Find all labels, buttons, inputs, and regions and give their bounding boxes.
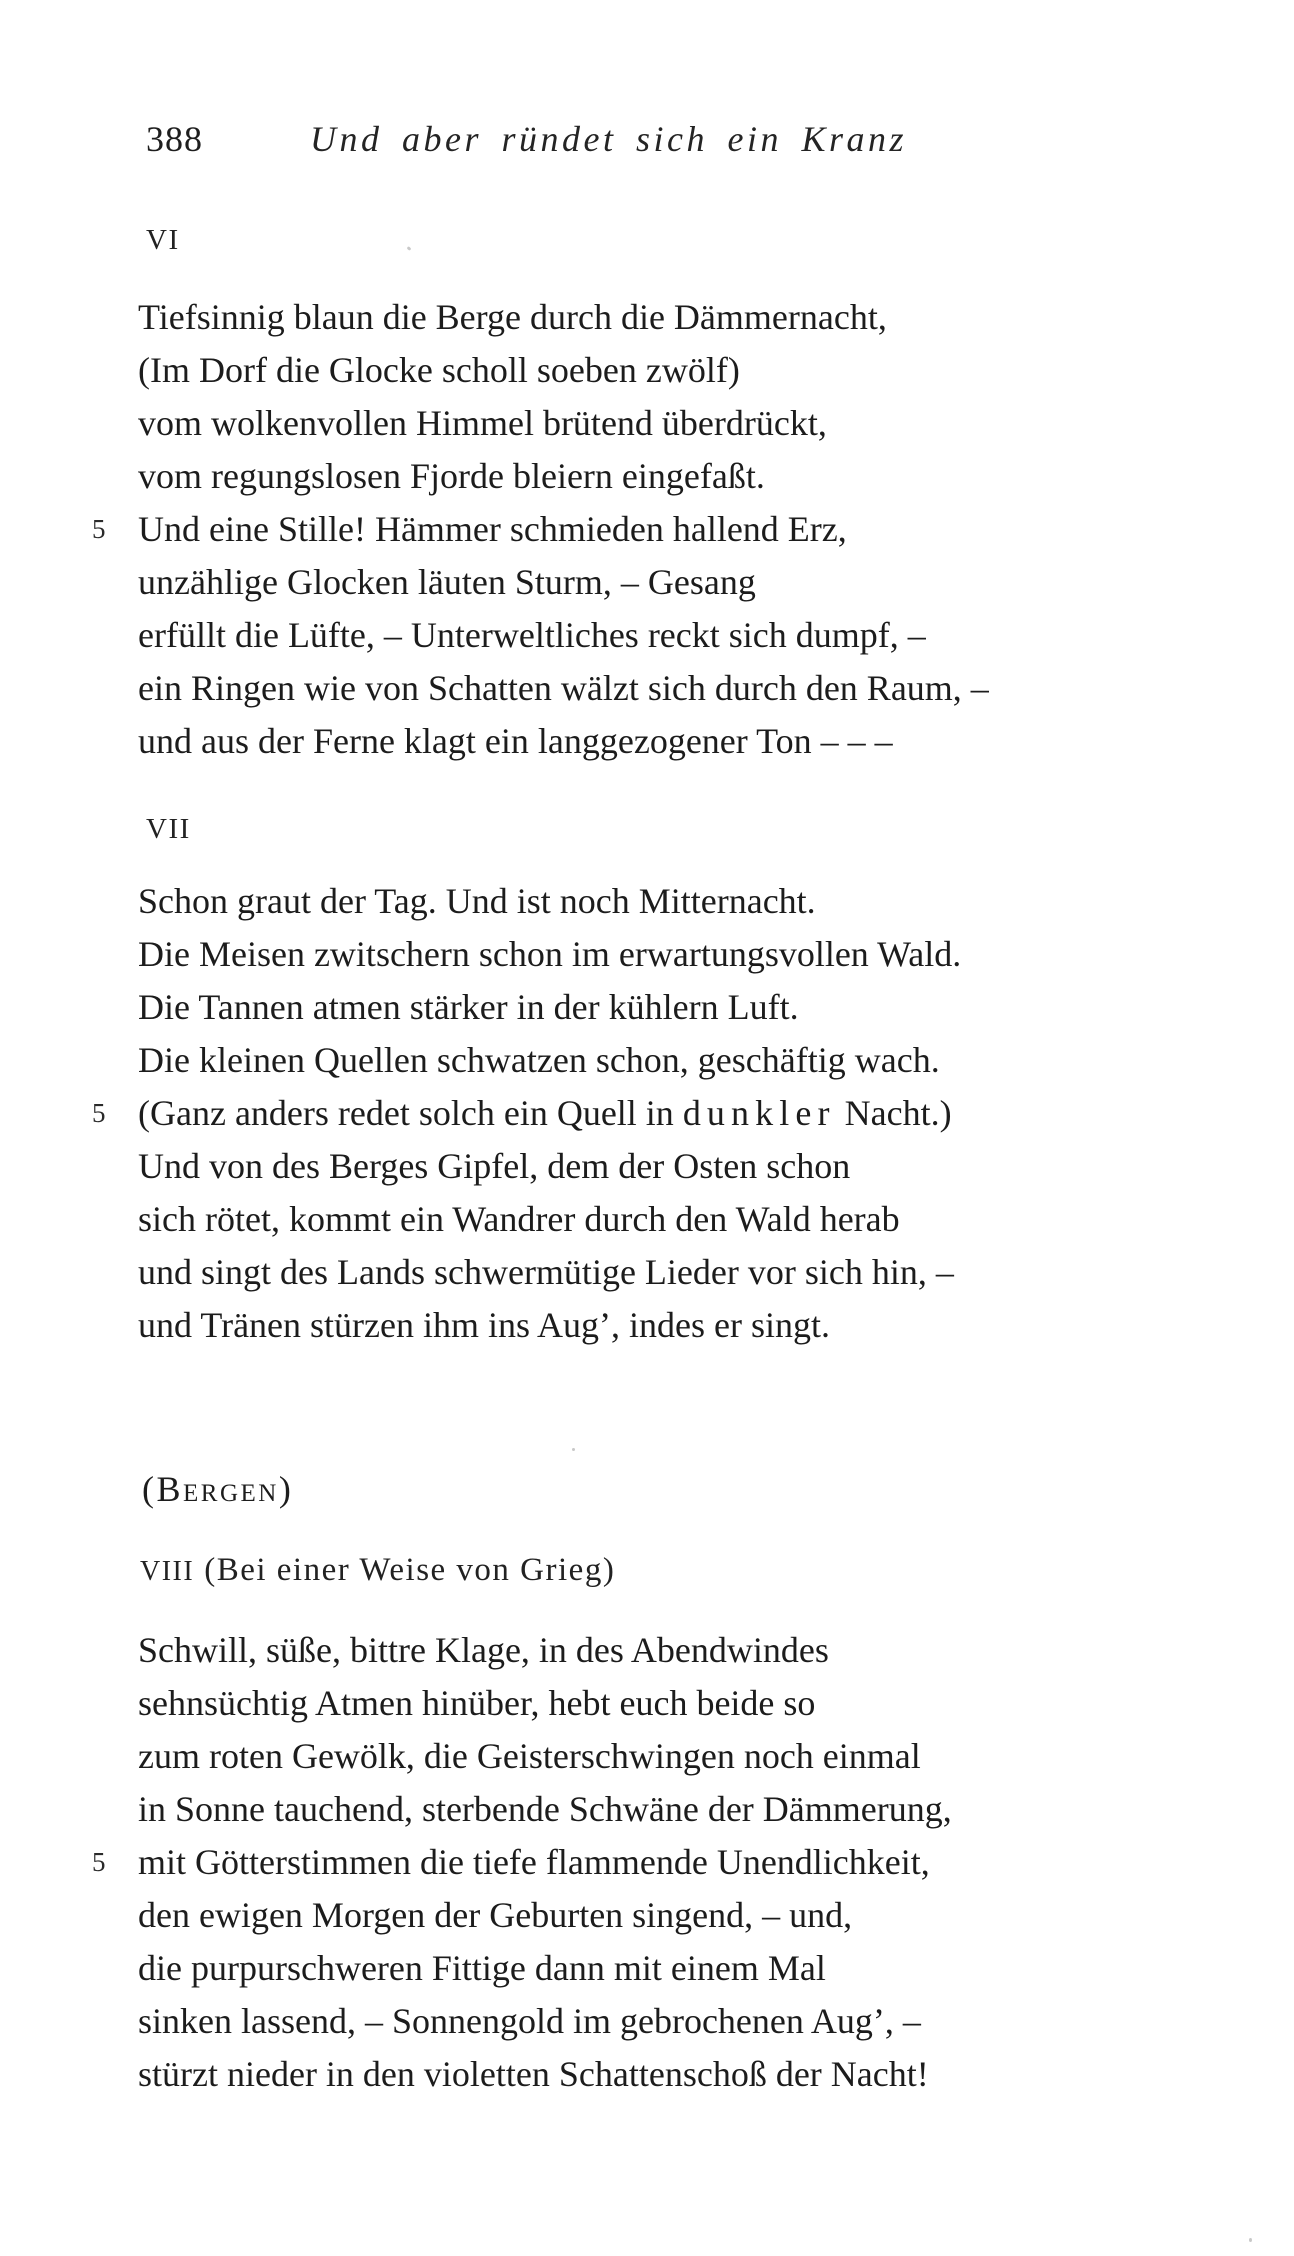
poem-line: vom regungslosen Fjorde bleiern eingefaßt. (138, 456, 765, 496)
poem-line: sich rötet, kommt ein Wandrer durch den Wald herab (138, 1199, 900, 1239)
poem-line: Tiefsinnig blaun die Berge durch die Dämmernacht, (138, 297, 887, 337)
poem-line: ein Ringen wie von Schatten wälzt sich durch den Raum, – (138, 668, 989, 708)
line-number-marker-vii: 5 (92, 1098, 106, 1128)
poem-line: vom wolkenvollen Himmel brütend überdrückt, (138, 403, 827, 443)
poem-viii (138, 1624, 952, 2101)
running-title: Und aber ründet sich ein Kranz (310, 119, 907, 159)
section-note-viii: (Bei einer Weise von Grieg) (204, 1552, 616, 1588)
poem-line: Schwill, süße, bittre Klage, in des Abendwindes (138, 1630, 829, 1670)
poem-line: Und eine Stille! Hämmer schmieden hallend Erz, (138, 509, 847, 549)
poem-line: Schon graut der Tag. Und ist noch Mitternacht. (138, 881, 816, 921)
scan-speck (407, 246, 412, 251)
poem-line: die purpurschweren Fittige dann mit einem Mal (138, 1948, 826, 1988)
poem-line: und Tränen stürzen ihm ins Aug’, indes er singt. (138, 1305, 830, 1345)
line-number-marker-vi: 5 (92, 514, 106, 544)
poem-line: und singt des Lands schwermütige Lieder vor sich hin, – (138, 1252, 954, 1292)
poem-line: zum roten Gewölk, die Geisterschwingen noch einmal (138, 1736, 921, 1776)
line-number-marker-viii: 5 (92, 1847, 106, 1877)
section-label-vii: VII (146, 813, 191, 845)
poem-line: (Im Dorf die Glocke scholl soeben zwölf) (138, 350, 740, 390)
page-number: 388 (146, 119, 203, 159)
poem-line: mit Götterstimmen die tiefe flammende Unendlichkeit, (138, 1842, 930, 1882)
poem-line: Die kleinen Quellen schwatzen schon, geschäftig wach. (138, 1040, 940, 1080)
scan-speck (1249, 2238, 1252, 2242)
poem-line: erfüllt die Lüfte, – Unterweltliches reckt sich dumpf, – (138, 615, 926, 655)
poem-line: stürzt nieder in den violetten Schattenschoß der Nacht! (138, 2054, 929, 2094)
poem-line: Die Meisen zwitschern schon im erwartungsvollen Wald. (138, 934, 962, 974)
poem-line: sinken lassend, – Sonnengold im gebrochenen Aug’, – (138, 2001, 921, 2041)
scan-speck (572, 1448, 575, 1451)
poem-line: unzählige Glocken läuten Sturm, – Gesang (138, 562, 756, 602)
poem-line: Und von des Berges Gipfel, dem der Osten schon (138, 1146, 851, 1186)
poem-line: in Sonne tauchend, sterbende Schwäne der Dämmerung, (138, 1789, 952, 1829)
poem-line: und aus der Ferne klagt ein langgezogener Ton – – – (138, 721, 893, 761)
running-header (0, 118, 1294, 168)
poem-vii (138, 875, 961, 1352)
place-heading: (Bergen) (142, 1469, 294, 1509)
letterspaced-word: dunkler (682, 1093, 836, 1133)
poem-line: (Ganz anders redet solch ein Quell in dunkler Nacht.) (138, 1093, 952, 1133)
poem-vi (138, 291, 989, 768)
section-label-viii (140, 1552, 615, 1589)
poem-line: den ewigen Morgen der Geburten singend, – und, (138, 1895, 853, 1935)
section-label-vi: VI (146, 224, 180, 256)
section-numeral-viii: VIII (140, 1556, 195, 1587)
poem-line: sehnsüchtig Atmen hinüber, hebt euch beide so (138, 1683, 816, 1723)
poem-line: Die Tannen atmen stärker in der kühlern Luft. (138, 987, 799, 1027)
